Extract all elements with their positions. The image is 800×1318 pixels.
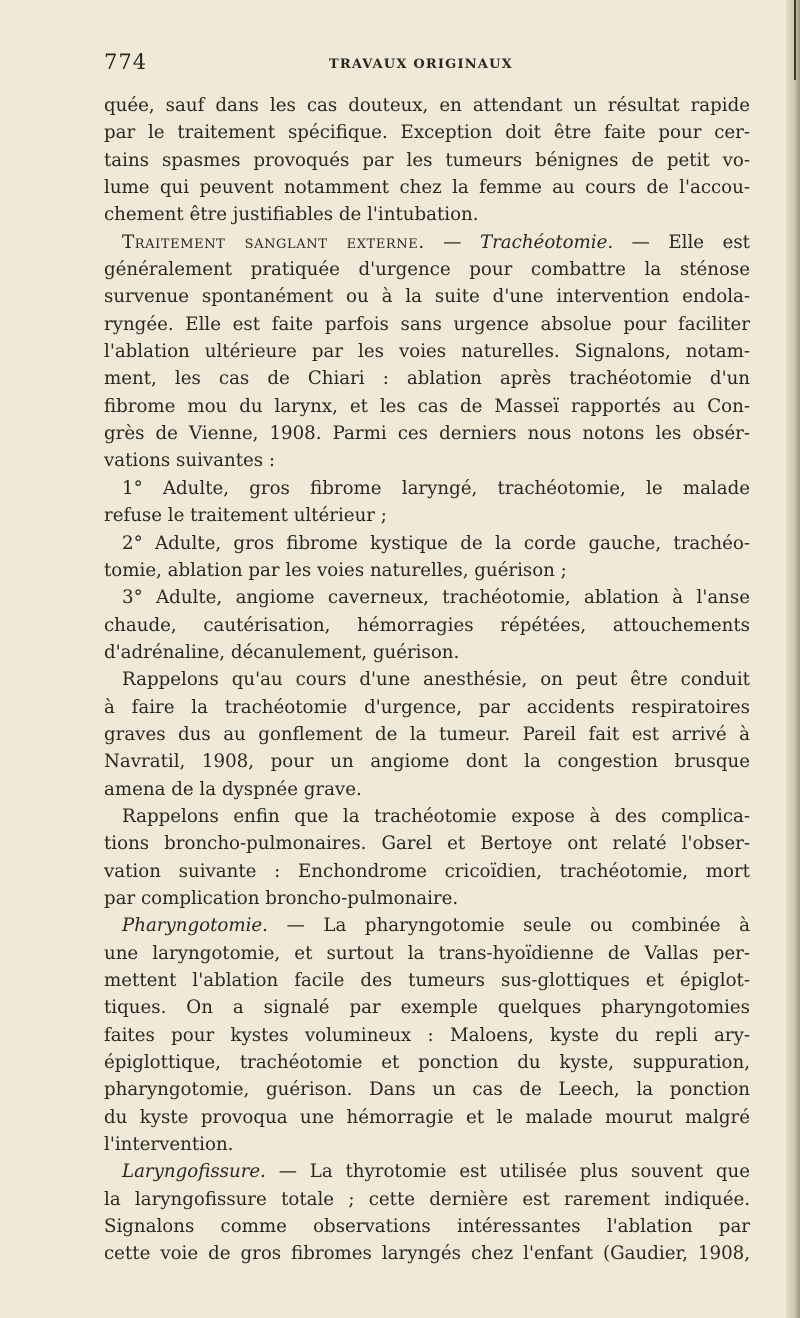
text-line: tains spasmes provoqués par les tumeurs bénignes de petit vo- — [104, 149, 750, 171]
text-line: généralement pratiquée d'urgence pour combattre la sténose — [104, 259, 750, 281]
text-line: quée, sauf dans les cas douteux, en attendant un résultat rapide — [104, 95, 750, 116]
text-line: ryngée. Elle est faite parfois sans urgence absolue pour faciliter — [104, 313, 750, 335]
text-line: fibrome mou du larynx, et les cas de Masseï rapportés au Con- — [104, 395, 750, 417]
text-line: Rappelons qu'au cours d'une anesthésie, on peut être conduit — [122, 669, 750, 691]
list-item: 1° Adulte, gros fibrome laryngé, trachéotomie, le malade — [122, 477, 750, 499]
text-line: amena de la dyspnée grave. — [104, 778, 362, 800]
running-title: TRAVAUX ORIGINAUX — [329, 57, 513, 72]
text-line: l'intervention. — [104, 1134, 234, 1156]
section-heading: Traitement sanglant externe. — [122, 231, 425, 253]
page-edge-line — [794, 0, 796, 80]
text-line: graves dus au gonflement de la tumeur. Pareil fait est arrivé à — [104, 723, 750, 745]
text-line: tomie, ablation par les voies naturelles, guérison ; — [104, 559, 567, 581]
section-term: Laryngofissure. — [122, 1161, 266, 1183]
text-line: la laryngofissure totale ; cette dernière est rarement indiquée. — [104, 1188, 750, 1210]
text-line: par le traitement spécifique. Exception doit être faite pour cer- — [104, 122, 750, 144]
text-line: vations suivantes : — [104, 450, 276, 472]
text-line: faites pour kystes volumineux : Maloens, kyste du repli ary- — [104, 1024, 750, 1046]
text-line: refuse le traitement ultérieur ; — [104, 505, 387, 527]
page-edge-shadow — [786, 0, 800, 1318]
text-line: vation suivante : Enchondrome cricoïdien, trachéotomie, mort — [104, 860, 750, 882]
list-item: 3° Adulte, angiome caverneux, trachéotomie, ablation à l'anse — [122, 587, 750, 609]
text-line: tions broncho-pulmonaires. Garel et Bertoye ont relaté l'obser- — [104, 833, 750, 855]
text-line: cette voie de gros fibromes laryngés chez l'enfant (Gaudier, 1908, — [104, 1243, 750, 1265]
body-text — [104, 92, 750, 1292]
section-heading-line — [104, 229, 750, 256]
text-line: d'adrénaline, décanulement, guérison. — [104, 641, 460, 663]
section-heading-line — [104, 1158, 750, 1185]
section-text: — La pharyngotomie seule ou combinée à — [267, 915, 750, 937]
page-number: 774 — [104, 50, 148, 74]
text-line: une laryngotomie, et surtout la trans-hyoïdienne de Vallas per- — [104, 942, 750, 964]
text-line: grès de Vienne, 1908. Parmi ces derniers nous notons les obsér- — [104, 423, 750, 445]
section-text: — Elle est — [613, 231, 750, 253]
list-item: 2° Adulte, gros fibrome kystique de la corde gauche, trachéo- — [122, 532, 750, 554]
text-line: pharyngotomie, guérison. Dans un cas de Leech, la ponction — [104, 1079, 750, 1101]
text-line: épiglottique, trachéotomie et ponction du kyste, suppuration, — [104, 1052, 750, 1074]
text-line: à faire la trachéotomie d'urgence, par accidents respiratoires — [104, 696, 750, 718]
separator: — — [424, 231, 480, 253]
text-line: Navratil, 1908, pour un angiome dont la congestion brusque — [104, 751, 750, 773]
text-line: survenue spontanément ou à la suite d'une intervention endola- — [104, 286, 750, 308]
section-heading-line — [104, 912, 750, 939]
text-line: par complication broncho-pulmonaire. — [104, 887, 459, 909]
text-line: tiques. On a signalé par exemple quelques pharyngotomies — [104, 997, 750, 1019]
text-line: ment, les cas de Chiari : ablation après trachéotomie d'un — [104, 368, 750, 390]
page-header — [104, 50, 754, 80]
text-line: lume qui peuvent notamment chez la femme au cours de l'accou- — [104, 177, 750, 199]
text-line: du kyste provoqua une hémorragie et le malade mourut malgré — [104, 1106, 750, 1128]
text-line: chement être justifiables de l'intubation. — [104, 204, 479, 226]
section-term: Pharyngotomie. — [122, 915, 268, 937]
text-line: l'ablation ultérieure par les voies naturelles. Signalons, notam- — [104, 341, 750, 363]
section-text: — La thyrotomie est utilisée plus souvent que — [265, 1161, 750, 1183]
text-line: chaude, cautérisation, hémorragies répétées, attouchements — [104, 614, 750, 636]
text-line: mettent l'ablation facile des tumeurs sus-glottiques et épiglot- — [104, 970, 750, 991]
section-term: Trachéotomie. — [479, 231, 614, 253]
text-line: Rappelons enfin que la trachéotomie expose à des complica- — [122, 805, 750, 827]
text-line: Signalons comme observations intéressantes l'ablation par — [104, 1216, 750, 1238]
